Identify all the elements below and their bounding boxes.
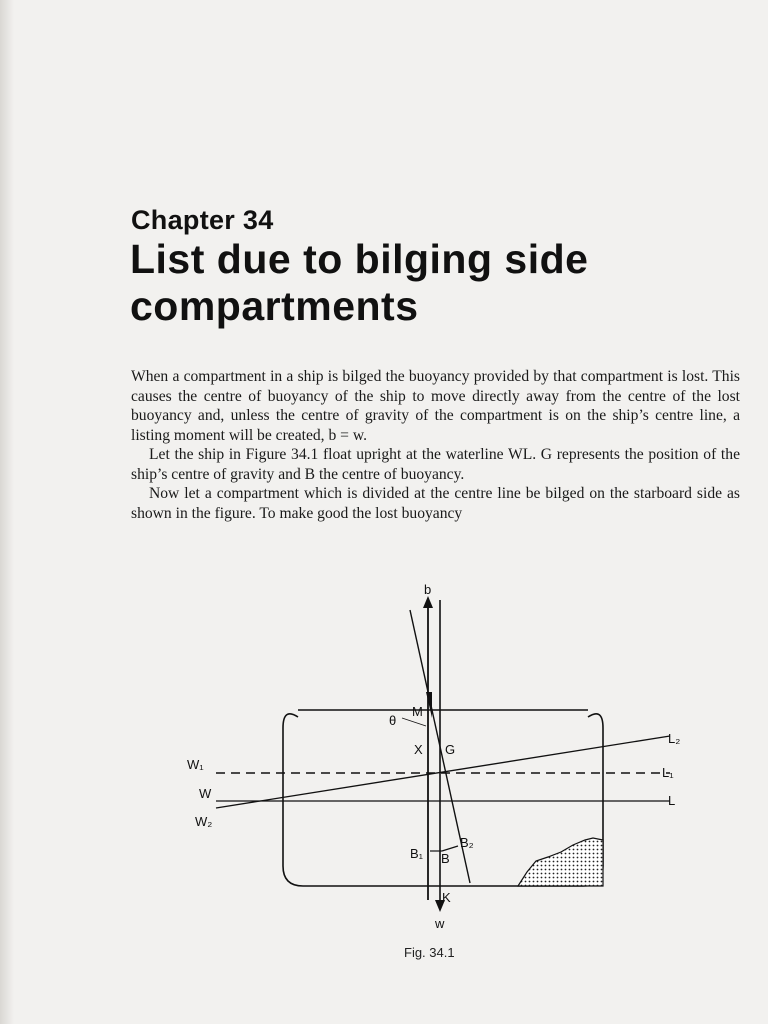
metacentre-marker xyxy=(426,692,432,718)
paragraph-1: When a compartment in a ship is bilged the buoyancy provided by that compartment is lost. This causes the centre of buoyancy of the ship to move directly away from the centre of the lost buoyancy and, unless the centre of gravity of the compartment is on the ship’s centre line, a listing moment will be created, b = w. xyxy=(131,368,740,444)
body-text xyxy=(131,367,740,523)
chapter-title: List due to bilging side compartments xyxy=(130,236,589,329)
label-G: G xyxy=(445,742,456,757)
label-W: W xyxy=(199,786,212,801)
label-W1: W₁ xyxy=(187,757,204,772)
figure-caption: Fig. 34.1 xyxy=(404,945,455,960)
waterline-w2l2 xyxy=(216,736,670,808)
label-W2: W₂ xyxy=(195,814,213,829)
paragraph-3: Now let a compartment which is divided at the centre line be bilged on the starboard side as shown in the figure. To make good the lost buoyancy xyxy=(131,485,740,522)
label-B2: B₂ xyxy=(460,835,474,850)
label-theta: θ xyxy=(389,713,397,728)
label-B1: B₁ xyxy=(410,846,424,861)
label-b: b xyxy=(424,582,432,597)
page-edge-shadow xyxy=(0,0,14,1024)
label-w: w xyxy=(435,916,445,931)
label-K: K xyxy=(442,890,451,905)
bilged-compartment xyxy=(518,838,603,886)
label-L: L xyxy=(668,793,676,808)
figure-34-1-diagram xyxy=(180,580,700,931)
chapter-number: Chapter 34 xyxy=(131,205,274,235)
paragraph-2: Let the ship in Figure 34.1 float upright at the waterline WL. G represents the position of the ship’s centre of gravity and B the centre of buoyancy. xyxy=(131,446,740,483)
theta-pointer xyxy=(402,718,426,726)
label-L2: L₂ xyxy=(668,731,681,746)
buoyancy-arrowhead xyxy=(423,596,433,608)
label-M: M xyxy=(412,704,423,719)
label-X: X xyxy=(414,742,423,757)
label-B: B xyxy=(441,851,450,866)
label-L1: L₁ xyxy=(662,765,674,780)
